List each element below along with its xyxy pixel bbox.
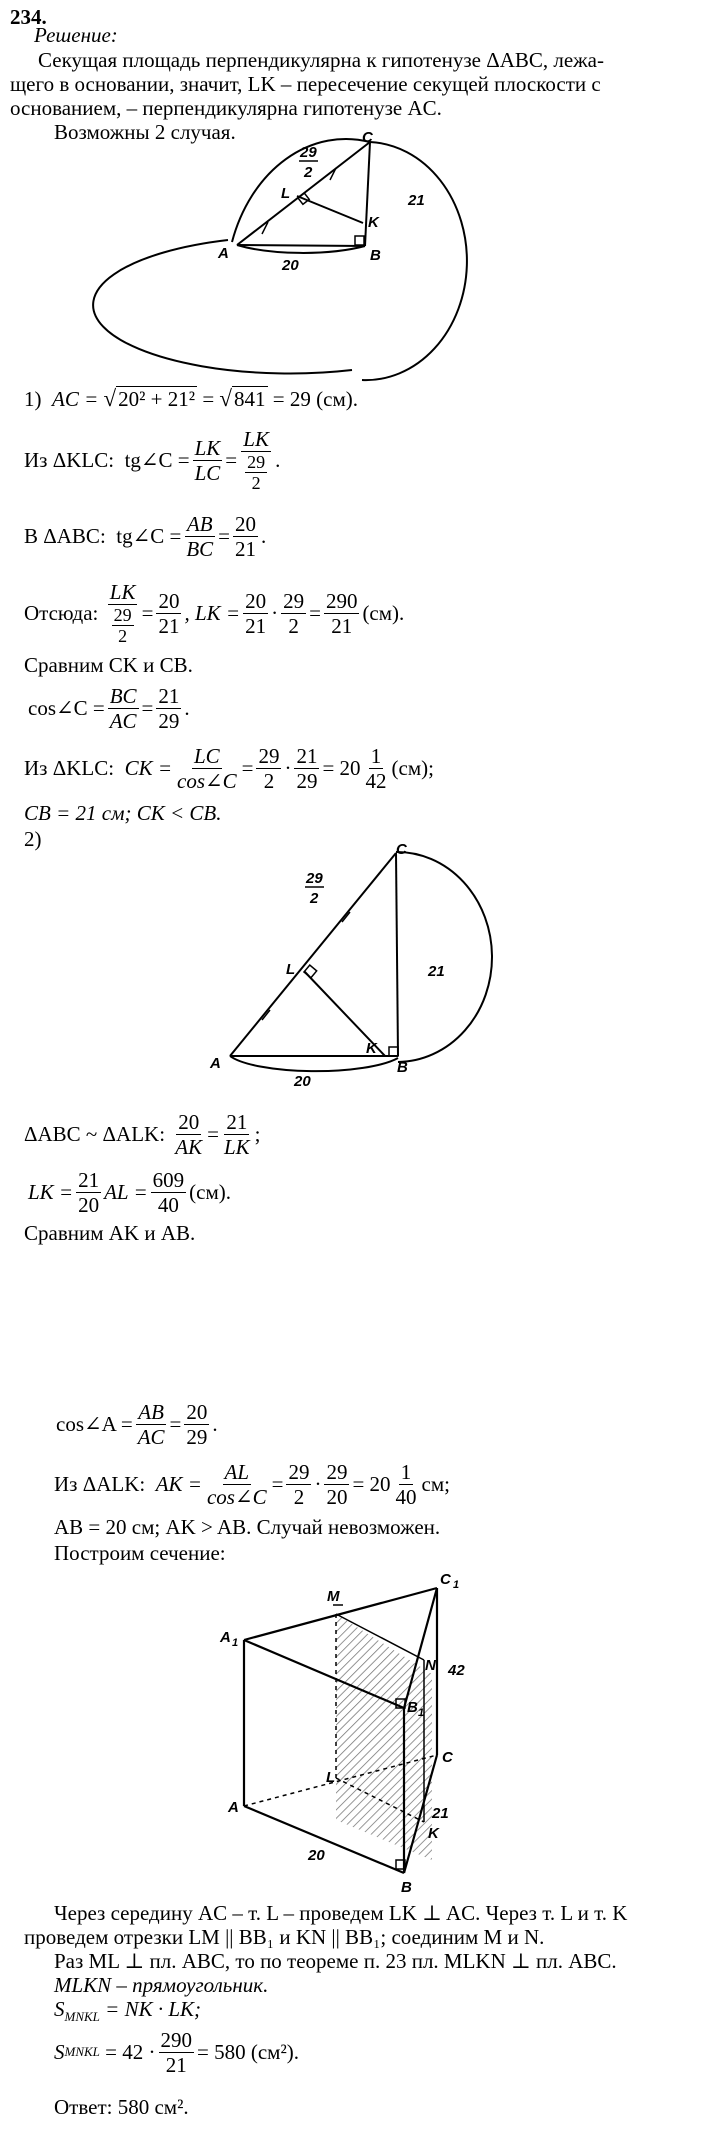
fig2-half-num: 29	[306, 870, 323, 887]
fig1-label-C: C	[362, 129, 373, 146]
final-line-1: Через середину AC – т. L – проведем LK ⊥ AC. Через т. L и т. K	[54, 1901, 628, 1925]
fig3-label-K: K	[428, 1825, 439, 1842]
ck-equation: Из ΔKLC: CK = $\frac{LC}{\cos\angle C}$ = $\frac{29}{2}$ · $\frac{21}{29}$ = 20 $\frac{1}{42}$ (см);	[24, 743, 434, 793]
from-equation: Отсюда: $\frac{LK}{\frac{29}{2}}$ = $\frac{20}{21}$ , LK = $\frac{20}{21}$ · $\frac{29}{2}$ = $\frac{290}{21}$ (см).	[24, 580, 405, 646]
fig3-label-M: M	[327, 1588, 340, 1605]
intro-line-2: щего в основании, значит, LK – пересечение секущей плоскости с	[10, 72, 601, 96]
fig2-label-C: C	[396, 841, 407, 858]
fig3-label-L: L	[326, 1769, 336, 1786]
fig2-label-A: A	[210, 1055, 221, 1072]
tg-klc-equation: Из ΔKLC: tg∠C = $\frac{LK}{LC}$ = $\frac{LK}{\frac{29}{2}}$ .	[24, 427, 281, 493]
final-line-3: Раз ML ⊥ пл. ABC, то по теореме п. 23 пл. MLKN ⊥ пл. ABC.	[54, 1949, 617, 1973]
fig3-label-A1-sub: 1	[232, 1637, 239, 1649]
area-formula: $S_{MNKL}$ = NK · LK;	[54, 1997, 202, 2025]
fig3-edge-42: 42	[448, 1662, 465, 1679]
problem-number: 234.	[10, 5, 47, 29]
final-line-2: проведем отрезки LM || BB₁ и KN || BB₁; соединим M и N.	[24, 1925, 545, 1949]
final-line-4: MLKN – прямоугольник.	[54, 1973, 269, 1997]
area-equation: S MNKL = 42 · $\frac{290}{21}$ = 580 (см²).	[54, 2027, 299, 2077]
fig3-label-N: N	[425, 1657, 436, 1674]
ab-impossible: AB = 20 см; AK > AB. Случай невозможен.	[54, 1515, 441, 1539]
intro-line-1: Секущая площадь перпендикулярна к гипотенузе ΔABC, лежа-	[38, 48, 604, 72]
figure-prism	[0, 1560, 719, 1896]
fig3-label-C1-sub: 1	[453, 1579, 460, 1591]
fig2-label-L: L	[286, 961, 296, 978]
cos-a-equation: cos∠A = $\frac{AB}{AC}$ = $\frac{20}{29}$ .	[56, 1399, 218, 1449]
fig2-bc: 21	[428, 963, 445, 980]
fig1-label-B: B	[370, 247, 381, 264]
build-section: Построим сечение:	[54, 1541, 226, 1565]
fig2-label-B: B	[397, 1059, 408, 1076]
fig2-ab: 20	[294, 1073, 311, 1090]
cases-line: Возможны 2 случая.	[54, 120, 236, 144]
cb-line: CB = 21 см; CK < CB.	[24, 801, 222, 825]
ak-equation: Из ΔALK: AK = $\frac{AL}{\cos\angle C}$ = $\frac{29}{2}$ · $\frac{29}{20}$ = 20 $\frac{1}{40}$ см;	[54, 1459, 450, 1509]
lk-equation: LK = $\frac{21}{20}$ AL = $\frac{609}{40}$ (см).	[28, 1167, 232, 1217]
tg-abc-equation: В ΔABC: tg∠C = $\frac{AB}{BC}$ = $\frac{20}{21}$ .	[24, 511, 267, 561]
fig3-label-A: A	[228, 1799, 239, 1816]
fig3-label-B1-sub: 1	[418, 1707, 425, 1719]
similarity-equation: ΔABC ~ ΔALK: $\frac{20}{AK}$ = $\frac{21}{LK}$ ;	[24, 1109, 261, 1159]
cos-c-equation: cos∠C = $\frac{BC}{AC}$ = $\frac{21}{29}$ .	[28, 683, 190, 733]
fig3-label-C1: C	[440, 1571, 451, 1588]
fig3-edge-21: 21	[432, 1805, 449, 1822]
fig1-half-den: 2	[304, 164, 313, 181]
compare-ck-cb: Сравним CK и CB.	[24, 653, 193, 677]
fig1-label-L: L	[281, 185, 291, 202]
fig3-label-B: B	[401, 1879, 412, 1896]
solution-label: Решение:	[34, 23, 118, 47]
answer-line: Ответ: 580 см².	[54, 2095, 189, 2119]
fig3-edge-20: 20	[308, 1847, 325, 1864]
fig3-label-B1: B	[407, 1699, 418, 1716]
figure-case-1	[0, 130, 719, 360]
fig1-label-K: K	[368, 214, 379, 231]
fig1-half-num: 29	[300, 144, 317, 161]
fig2-label-K: K	[366, 1040, 377, 1057]
compare-ak-ab: Сравним AK и AB.	[24, 1221, 196, 1245]
figure-case-2	[0, 840, 719, 1090]
fig3-label-C: C	[442, 1749, 453, 1766]
fig1-ab: 20	[282, 257, 299, 274]
fig1-label-A: A	[218, 245, 229, 262]
ac-equation: 1) AC = √20² + 21² = √841 = 29 (см).	[24, 386, 358, 411]
case-2-number: 2)	[24, 827, 42, 851]
fig2-half-den: 2	[310, 890, 319, 907]
fig1-bc: 21	[408, 192, 425, 209]
intro-line-3: основанием, – перпендикулярна гипотенузе AC.	[10, 96, 442, 120]
fig3-label-A1: A	[220, 1629, 231, 1646]
